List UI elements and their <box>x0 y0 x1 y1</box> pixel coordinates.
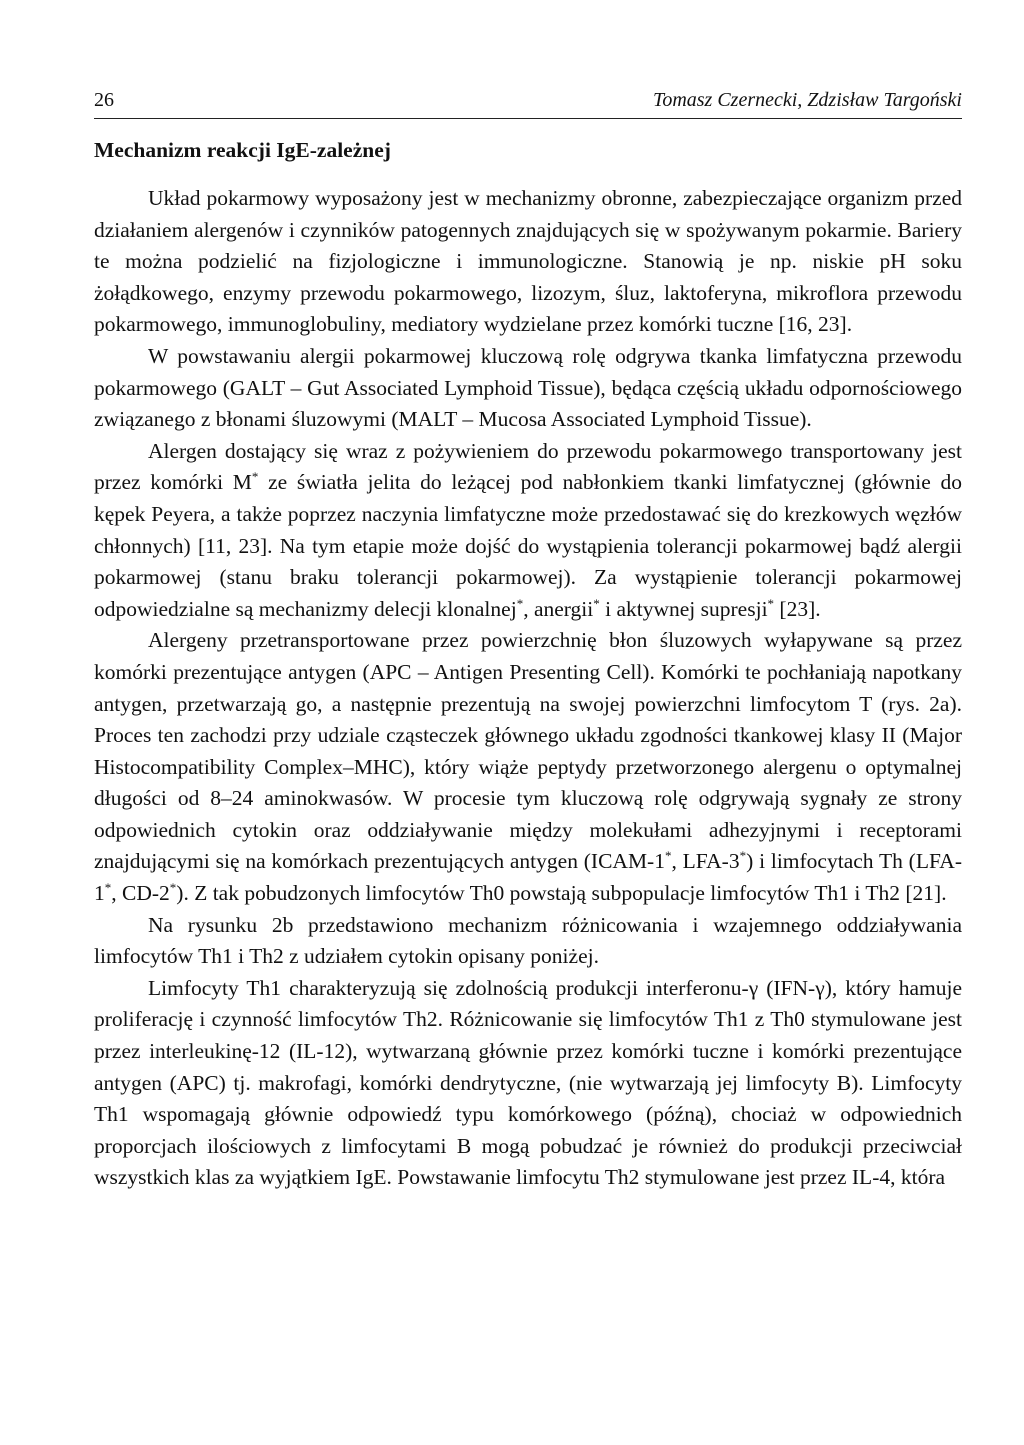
running-header <box>94 86 962 119</box>
paragraph-2: W powstawaniu alergii pokarmowej kluczową rolę odgrywa tkanka limfatyczna przewodu pokarmowego (GALT – Gut Associated Lymphoid Tissue), będąca częścią układu odpornościowego związanego z błonami śluzowymi (MALT – Mucosa Associated Lymphoid Tissue). <box>94 343 962 432</box>
page-number: 26 <box>94 89 114 111</box>
paragraph-3: Alergen dostający się wraz z pożywieniem do przewodu pokarmowego transportowany jest przez komórki M* ze światła jelita do leżącej pod nabłonkiem tkanki limfatycznej (głównie do kępek Peyera, a także poprzez naczynia limfatyczne może przedostawać się do krezkowych węzłów chłonnych) [11, 23]. Na tym etapie może dojść do wystąpienia tolerancji pokarmowej bądź alergii pokarmowej (stanu braku tolerancji pokarmowej). Za wystąpienie tolerancji pokarmowej odpowiedzialne są mechanizmy delecji klonalnej*, anergii* i aktywnej supresji* [23]. <box>94 438 963 621</box>
section-title: Mechanizm reakcji IgE-zależnej <box>94 138 391 162</box>
paragraph-5: Na rysunku 2b przedstawiono mechanizm różnicowania i wzajemnego oddziaływania limfocytów Th1 i Th2 z udziałem cytokin opisany poniżej. <box>94 912 962 969</box>
paragraph-1: Układ pokarmowy wyposażony jest w mechanizmy obronne, zabezpieczające organizm przed działaniem alergenów i czynników patogennych znajdujących się w spożywanym pokarmie. Bariery te można podzielić na fizjologiczne i immunologiczne. Stanowią je np. niskie pH soku żołądkowego, enzymy przewodu pokarmowego, lizozym, śluz, laktoferyna, mikroflora przewodu pokarmowego, immunoglobuliny, mediatory wydzielane przez komórki tuczne [16, 23]. <box>94 186 962 337</box>
header-authors: Tomasz Czernecki, Zdzisław Targoński <box>653 89 962 111</box>
body-text <box>94 183 962 1194</box>
paragraph-6: Limfocyty Th1 charakteryzują się zdolnością produkcji interferonu-γ (IFN-γ), który hamuje proliferację i czynność limfocytów Th2. Różnicowanie się limfocytów Th1 z Th0 stymulowane jest przez interleukinę-12 (IL-12), wytwarzaną głównie przez komórki tuczne i komórki prezentujące antygen (APC) tj. makrofagi, komórki dendrytyczne, (nie wytwarzają jej limfocyty B). Limfocyty Th1 wspomagają głównie odpowiedź typu komórkowego (późną), chociaż w odpowiednich proporcjach ilościowych z limfocytami B mogą pobudzać je również do produkcji przeciwciał wszystkich klas za wyjątkiem IgE. Powstawanie limfocytu Th2 stymulowane jest przez IL-4, która <box>94 975 962 1190</box>
paragraph-4: Alergeny przetransportowane przez powierzchnię błon śluzowych wyłapywane są przez komórki prezentujące antygen (APC – Antigen Presenting Cell). Komórki te pochłaniają napotkany antygen, przetwarzają go, a następnie prezentują na swojej powierzchni limfocytom T (rys. 2a). Proces ten zachodzi przy udziale cząsteczek głównego układu zgodności tkankowej klasy II (Major Histocompatibility Complex–MHC), który wiąże peptydy przetworzonego alergenu o optymalnej długości od 8–24 aminokwasów. W procesie tym kluczową rolę odgrywają sygnały ze strony odpowiednich cytokin oraz oddziaływanie między molekułami adhezyjnymi i receptorami znajdującymi się na komórkach prezentujących antygen (ICAM-1*, LFA-3*) i limfocytach Th (LFA-1*, CD-2*). Z tak pobudzonych limfocytów Th0 powstają subpopulacje limfocytów Th1 i Th2 [21]. <box>94 628 962 906</box>
